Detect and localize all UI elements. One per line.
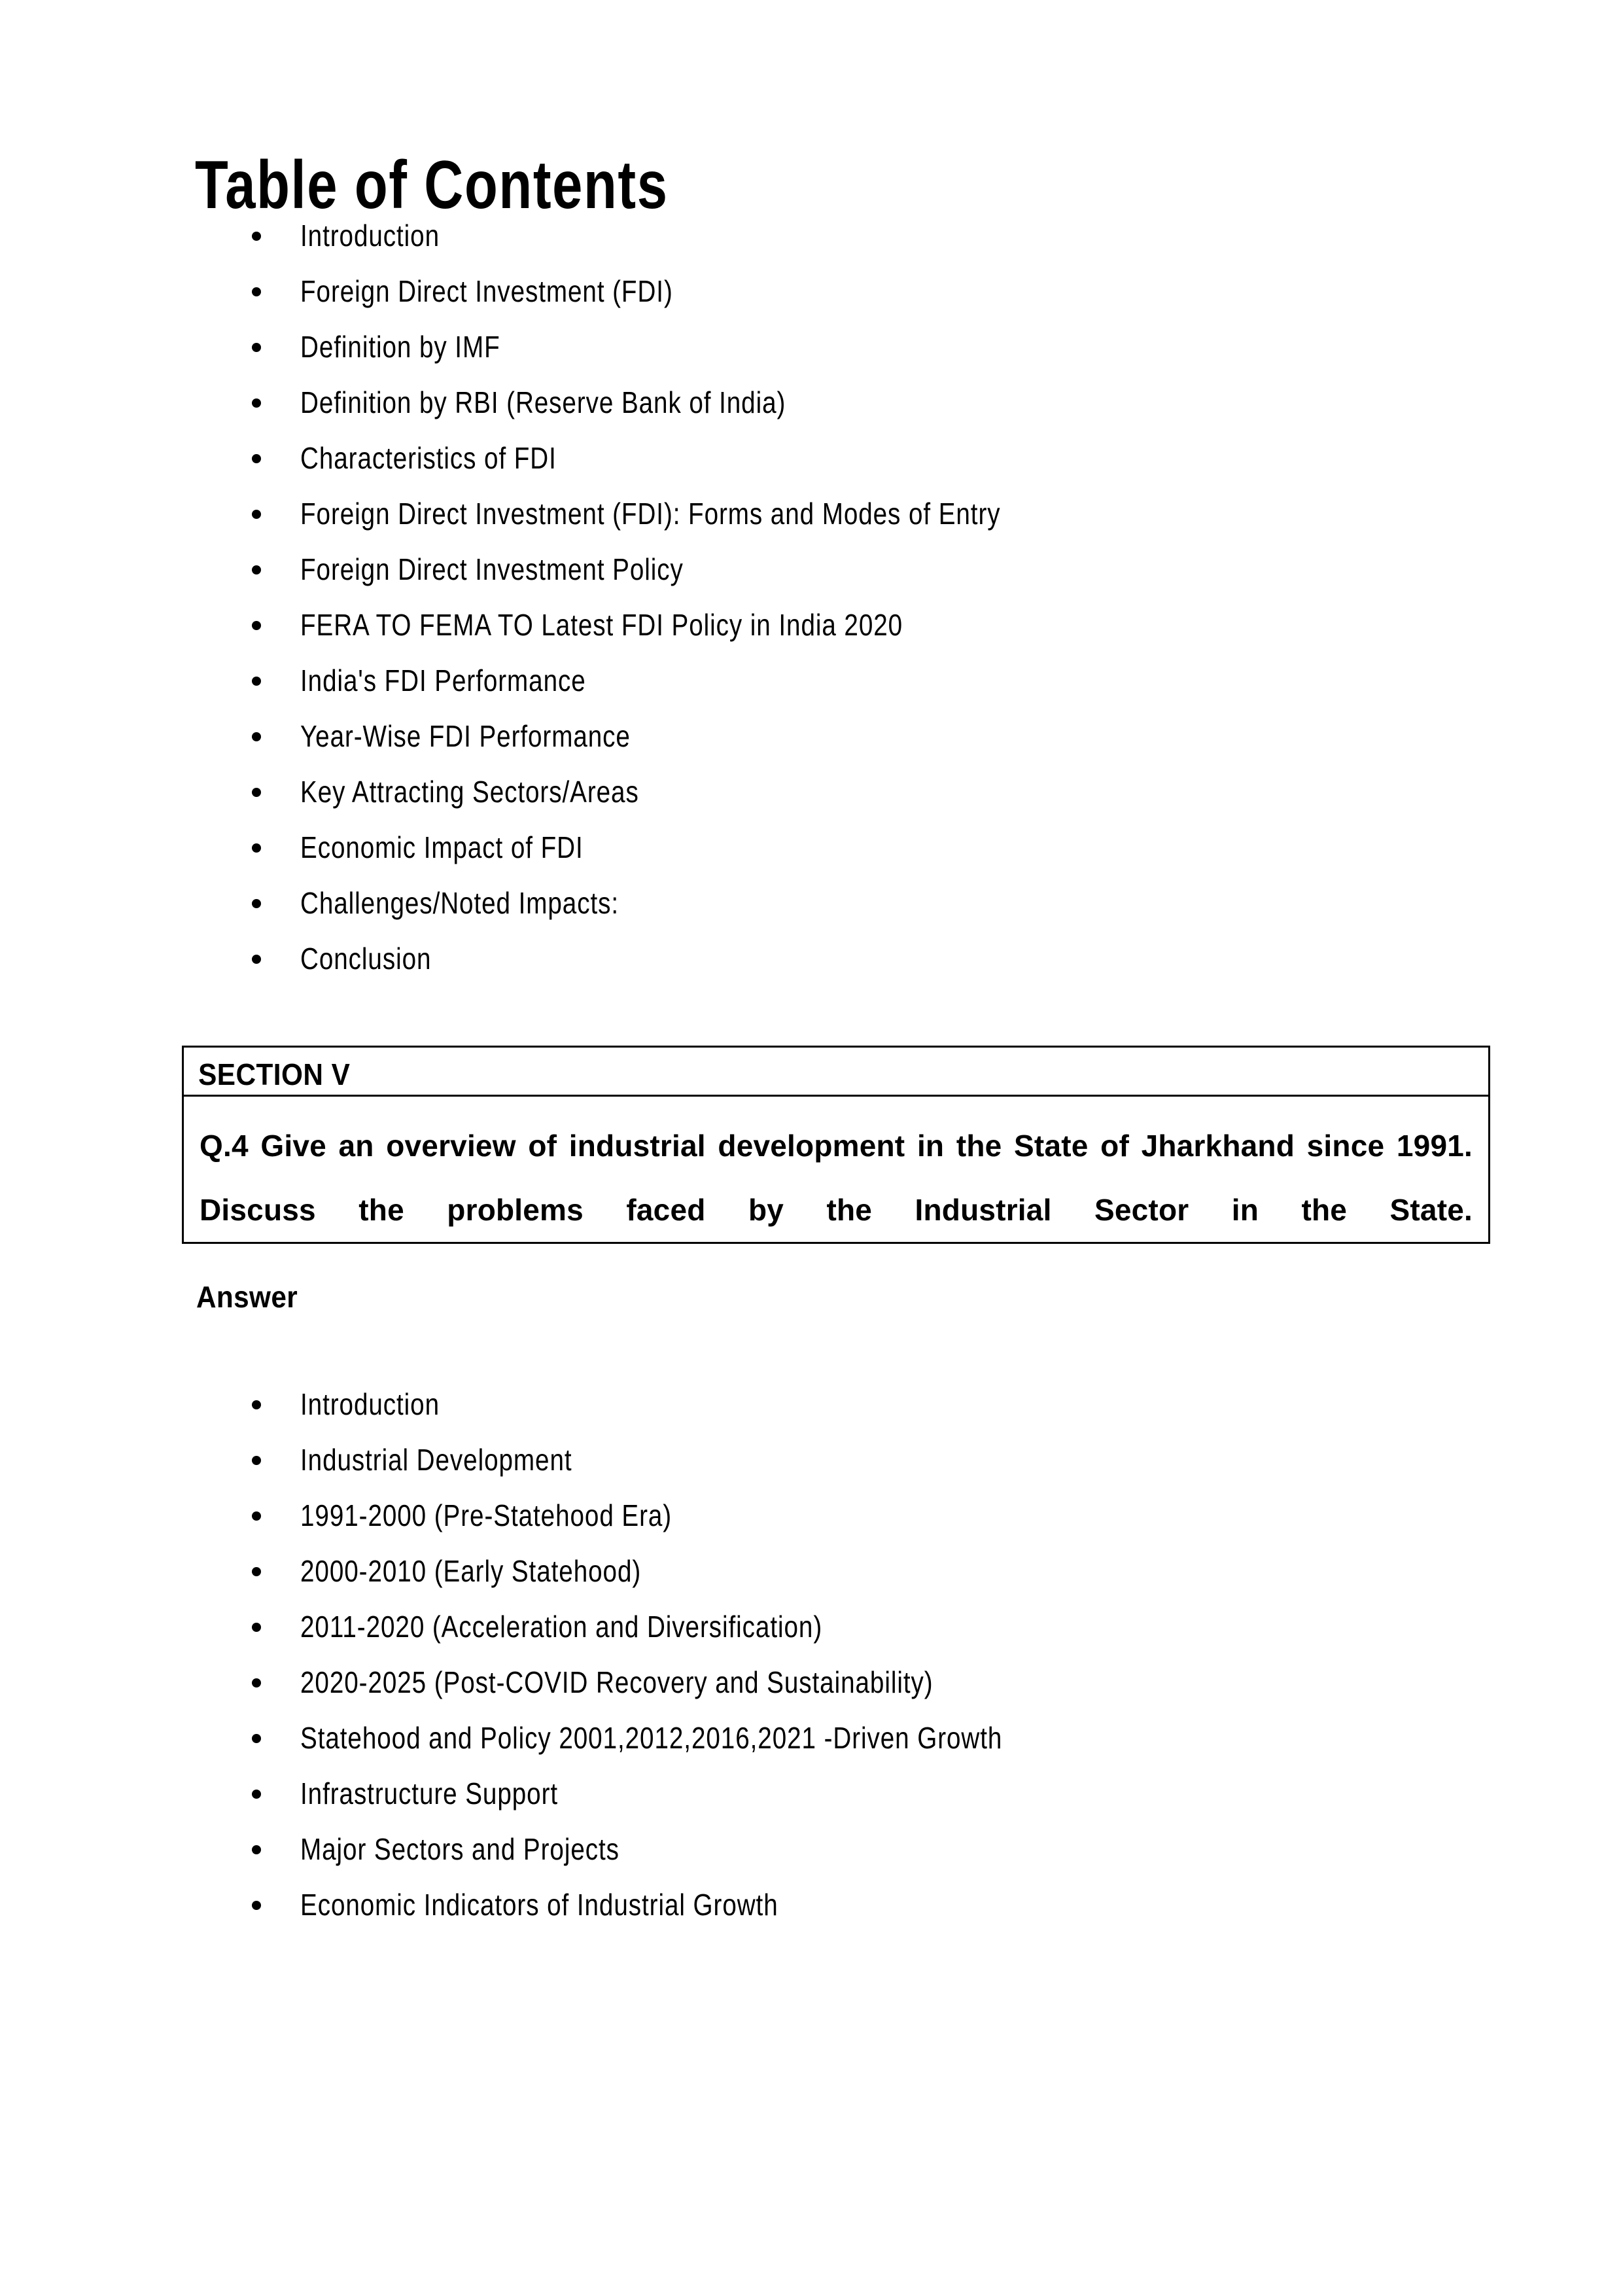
- list-item: [227, 431, 1134, 486]
- bullet-icon: [252, 565, 261, 574]
- list-item: [227, 1766, 1136, 1822]
- bullet-icon: [252, 510, 261, 519]
- list-item: [227, 1488, 1136, 1544]
- page-title: Table of Contents: [195, 147, 669, 223]
- list-item: [227, 542, 1134, 597]
- list-item-label: India's FDI Performance: [300, 663, 586, 698]
- list-item-label: Introduction: [300, 219, 440, 253]
- list-item: [227, 1655, 1136, 1710]
- answer-label: Answer: [196, 1280, 298, 1314]
- list-item: [227, 264, 1134, 319]
- list-item-label: Definition by RBI (Reserve Bank of India): [300, 385, 786, 419]
- table-of-contents-list: [227, 208, 1134, 987]
- list-item: [227, 1377, 1136, 1432]
- list-item-label: Key Attracting Sectors/Areas: [300, 775, 639, 809]
- list-item: [227, 597, 1134, 653]
- bullet-icon: [252, 1790, 261, 1799]
- list-item: [227, 1544, 1136, 1599]
- section-question-box: [182, 1046, 1490, 1244]
- list-item: [227, 1432, 1136, 1488]
- list-item-label: Conclusion: [300, 942, 432, 976]
- bullet-icon: [252, 677, 261, 686]
- bullet-icon: [252, 1456, 261, 1465]
- bullet-icon: [252, 1678, 261, 1687]
- question-text: Q.4 Give an overview of industrial development in the State of Jharkhand since 1991. Discuss the problems faced by the Industrial Sector in the State.: [200, 1129, 1473, 1227]
- list-item: [227, 486, 1134, 542]
- list-item: [227, 1877, 1136, 1933]
- bullet-icon: [252, 343, 261, 352]
- list-item: [227, 1599, 1136, 1655]
- list-item-label: Foreign Direct Investment (FDI): [300, 274, 673, 308]
- bullet-icon: [252, 232, 261, 241]
- bullet-icon: [252, 732, 261, 741]
- answer-outline-list: [227, 1377, 1136, 1933]
- list-item-label: 2011-2020 (Acceleration and Diversification): [300, 1610, 823, 1644]
- bullet-icon: [252, 287, 261, 296]
- list-item: [227, 653, 1134, 709]
- bullet-icon: [252, 454, 261, 463]
- bullet-icon: [252, 788, 261, 797]
- bullet-icon: [252, 955, 261, 964]
- list-item-label: Foreign Direct Investment (FDI): Forms and Modes of Entry: [300, 497, 1001, 531]
- list-item-label: Industrial Development: [300, 1443, 572, 1477]
- list-item: [227, 1822, 1136, 1877]
- section-question-row: [183, 1096, 1490, 1243]
- list-item: [227, 764, 1134, 820]
- list-item-label: Infrastructure Support: [300, 1776, 559, 1810]
- section-header-row: [183, 1047, 1490, 1096]
- bullet-icon: [252, 398, 261, 408]
- list-item-label: Year-Wise FDI Performance: [300, 719, 631, 753]
- bullet-icon: [252, 1623, 261, 1632]
- bullet-icon: [252, 899, 261, 908]
- list-item: [227, 931, 1134, 987]
- bullet-icon: [252, 1511, 261, 1521]
- list-item-label: FERA TO FEMA TO Latest FDI Policy in India 2020: [300, 608, 903, 642]
- list-item-label: Economic Impact of FDI: [300, 830, 584, 864]
- list-item: [227, 820, 1134, 875]
- bullet-icon: [252, 843, 261, 853]
- bullet-icon: [252, 621, 261, 630]
- list-item-label: Statehood and Policy 2001,2012,2016,2021 -Driven Growth: [300, 1721, 1003, 1755]
- section-header-cell: [183, 1047, 1490, 1096]
- list-item-label: Major Sectors and Projects: [300, 1832, 620, 1866]
- list-item-label: Foreign Direct Investment Policy: [300, 552, 684, 586]
- list-item: [227, 208, 1134, 264]
- list-item-label: Introduction: [300, 1387, 440, 1421]
- list-item-label: Definition by IMF: [300, 330, 500, 364]
- list-item-label: Economic Indicators of Industrial Growth: [300, 1888, 778, 1922]
- bullet-icon: [252, 1734, 261, 1743]
- list-item-label: Challenges/Noted Impacts:: [300, 886, 620, 920]
- list-item-label: 1991-2000 (Pre-Statehood Era): [300, 1498, 672, 1532]
- bullet-icon: [252, 1901, 261, 1910]
- list-item: [227, 375, 1134, 431]
- question-cell: [183, 1096, 1490, 1243]
- list-item: [227, 1710, 1136, 1766]
- list-item-label: 2000-2010 (Early Statehood): [300, 1554, 642, 1588]
- list-item-label: 2020-2025 (Post-COVID Recovery and Sustainability): [300, 1665, 934, 1699]
- list-item: [227, 875, 1134, 931]
- bullet-icon: [252, 1845, 261, 1854]
- section-title: SECTION V: [198, 1057, 351, 1091]
- list-item: [227, 319, 1134, 375]
- list-item-label: Characteristics of FDI: [300, 441, 557, 475]
- list-item: [227, 709, 1134, 764]
- bullet-icon: [252, 1567, 261, 1576]
- bullet-icon: [252, 1400, 261, 1409]
